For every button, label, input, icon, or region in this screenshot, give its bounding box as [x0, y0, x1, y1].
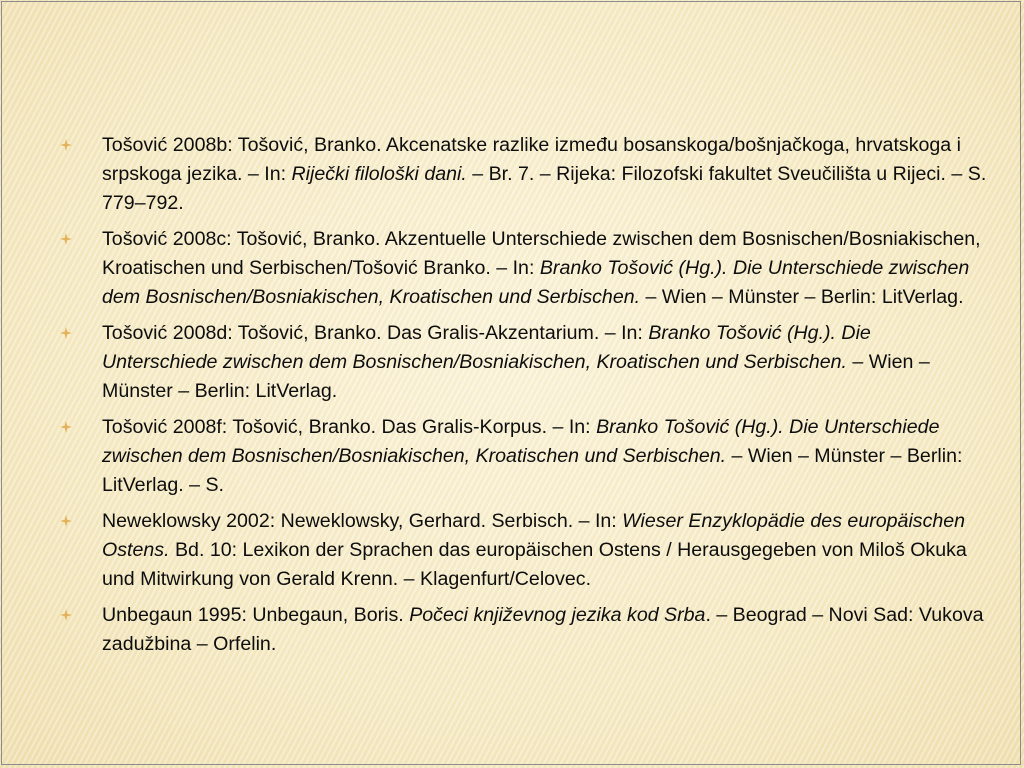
- reference-item-tosovic-2008d: [60, 319, 990, 406]
- star-bullet-icon: [60, 327, 72, 339]
- reference-italic: Riječki filološki dani.: [291, 163, 467, 185]
- reference-item-tosovic-2008f: [60, 413, 990, 500]
- reference-italic: Branko Tošović (Hg.). Die Unterschiede zwischen dem Bosnischen/Bosniakischen, Kroatischen und Serbischen.: [102, 322, 871, 373]
- reference-text: Neweklowsky 2002: Neweklowsky, Gerhard. Serbisch. – In:: [102, 510, 623, 532]
- reference-text: Unbegaun 1995: Unbegaun, Boris.: [102, 604, 410, 626]
- star-bullet-icon: [60, 609, 72, 621]
- reference-item-neweklowsky-2002: [60, 507, 990, 594]
- star-bullet-icon: [60, 233, 72, 245]
- reference-text: Tošović 2008b: Tošović, Branko. Akcenatske razlike između bosanskoga/bošnjačkoga, hrvatskoga i srpskoga jezika. – In:: [102, 134, 961, 185]
- reference-text: Bd. 10: Lexikon der Sprachen das europäischen Ostens / Herausgegeben von Miloš Okuka und Mitwirkung von Gerald Krenn. – Klagenfurt/Celovec.: [102, 539, 967, 590]
- reference-item-unbegaun-1995: [60, 601, 990, 659]
- reference-italic: Wieser Enzyklopädie des europäischen Ostens.: [102, 510, 966, 561]
- reference-text: – Wien – Münster – Berlin: LitVerlag.: [640, 286, 964, 308]
- reference-italic: Počeci književnog jezika kod Srba: [409, 604, 706, 626]
- reference-text: . – Beograd – Novi Sad: Vukova zadužbina – Orfelin.: [102, 604, 984, 655]
- star-bullet-icon: [60, 139, 72, 151]
- star-bullet-icon: [60, 515, 72, 527]
- reference-text: Tošović 2008f: Tošović, Branko. Das Gralis-Korpus. – In:: [102, 416, 597, 438]
- star-bullet-icon: [60, 421, 72, 433]
- reference-item-tosovic-2008b: [60, 131, 990, 218]
- reference-text: – Wien – Münster – Berlin: LitVerlag. – S.: [102, 445, 963, 496]
- reference-text: Tošović 2008c: Tošović, Branko. Akzentuelle Unterschiede zwischen dem Bosnischen/Bosniakischen, Kroatischen und Serbischen/Tošović Branko. – In:: [102, 228, 981, 279]
- reference-text: Tošović 2008d: Tošović, Branko. Das Gralis-Akzentarium. – In:: [102, 322, 649, 344]
- reference-item-tosovic-2008c: [60, 225, 990, 312]
- slide-content: [60, 131, 990, 666]
- reference-text: – Wien – Münster – Berlin: LitVerlag.: [102, 351, 930, 402]
- reference-italic: Branko Tošović (Hg.). Die Unterschiede zwischen dem Bosnischen/Bosniakischen, Kroatischen und Serbischen.: [102, 257, 970, 308]
- reference-text: – Br. 7. – Rijeka: Filozofski fakultet Sveučilišta u Rijeci. – S. 779–792.: [102, 163, 987, 214]
- reference-list: [60, 131, 990, 659]
- reference-italic: Branko Tošović (Hg.). Die Unterschiede zwischen dem Bosnischen/Bosniakischen, Kroatischen und Serbischen.: [102, 416, 940, 467]
